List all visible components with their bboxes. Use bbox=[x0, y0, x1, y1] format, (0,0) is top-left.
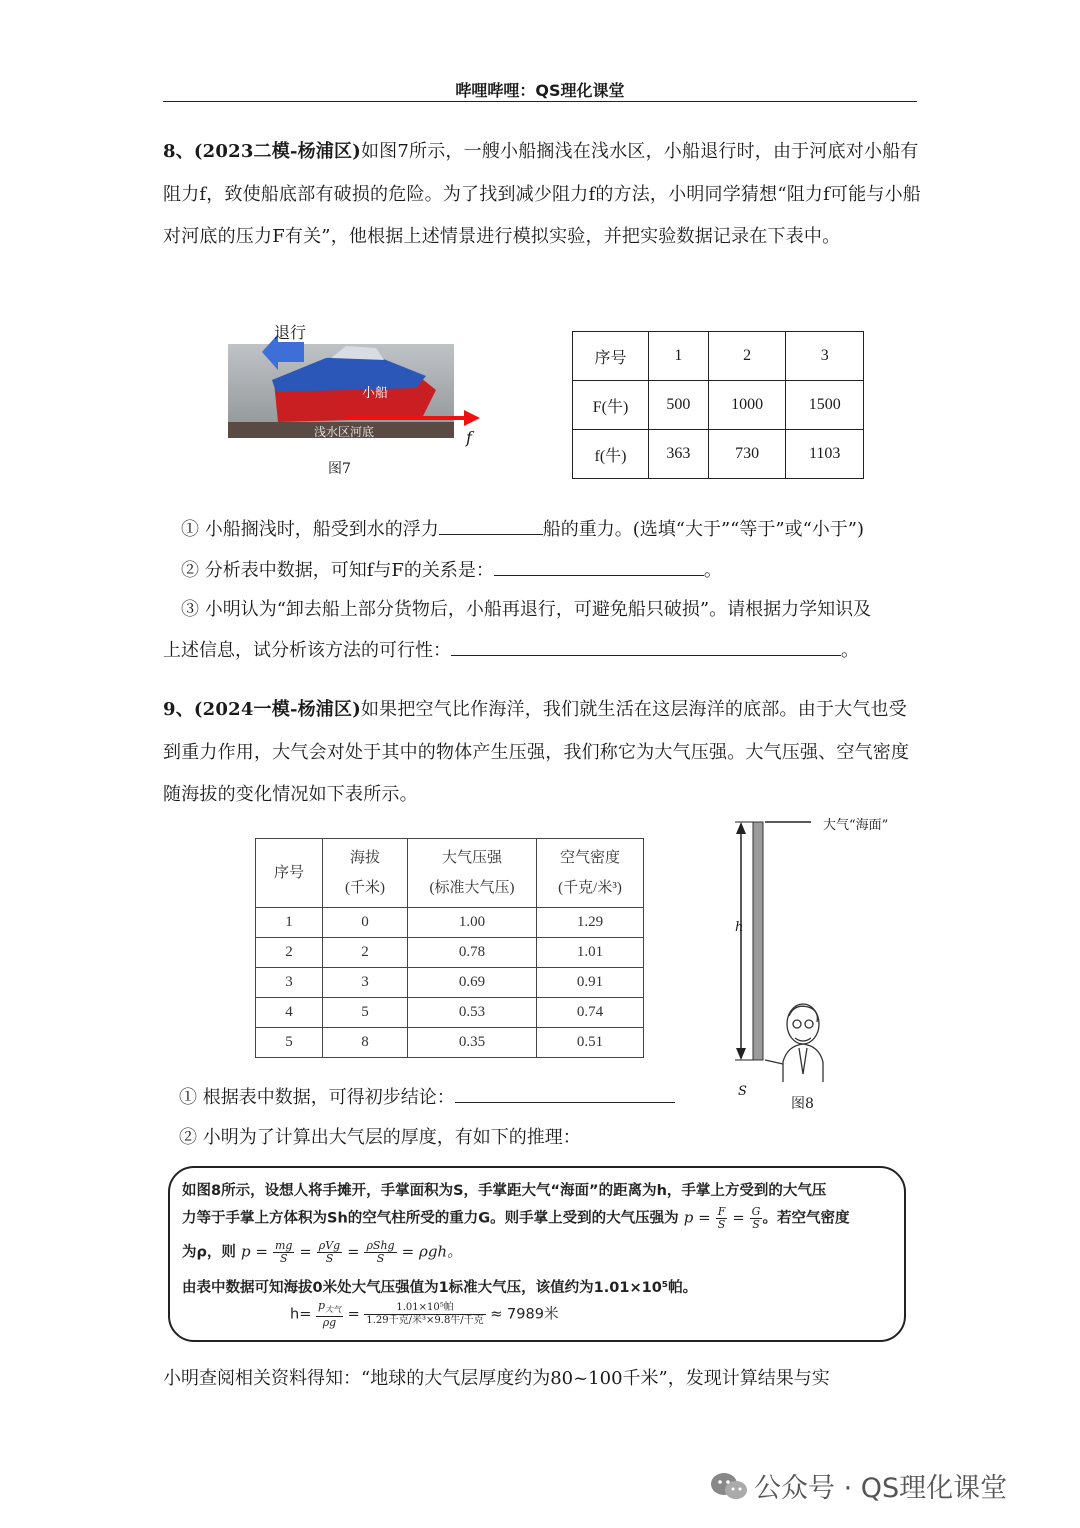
box-line-4: 由表中数据可知海拔0米处大气压强值为1标准大气压，该值约为1.01×10⁵帕。 bbox=[182, 1280, 698, 1296]
fraction-pvg-s bbox=[317, 1240, 342, 1265]
table-header-cell bbox=[537, 839, 644, 908]
box-line-2-text-b: 。若空气密度 bbox=[762, 1210, 850, 1227]
fraction-mg-s bbox=[273, 1240, 294, 1265]
header-text: 空气密度 bbox=[559, 850, 620, 866]
watermark bbox=[710, 1466, 1007, 1508]
q8-sub1-text-b: 船的重力。(选填“大于”“等于”或“小于”) bbox=[542, 519, 864, 540]
area-label: S bbox=[738, 1084, 747, 1099]
header-text: 大气压强 bbox=[441, 850, 502, 866]
q8-sub3-text-c: 。 bbox=[841, 640, 859, 661]
table-cell: 0.51 bbox=[537, 1028, 644, 1058]
figure-7-caption: 图7 bbox=[328, 461, 351, 477]
retreat-label: 退行 bbox=[274, 323, 307, 342]
retreat-arrow-shaft bbox=[274, 342, 304, 362]
fraction-value bbox=[364, 1302, 485, 1327]
equals-sign: = bbox=[347, 1306, 360, 1323]
table-cell: 1103 bbox=[786, 430, 864, 479]
table-cell: 2 bbox=[708, 332, 786, 381]
q9-sub1 bbox=[179, 1082, 675, 1109]
frac-num: 1.01×10⁵帕 bbox=[364, 1302, 485, 1315]
header-unit: (千克/米³) bbox=[558, 880, 622, 896]
q9-table bbox=[255, 838, 644, 1058]
table-cell: 730 bbox=[708, 430, 786, 479]
table-cell: 500 bbox=[649, 381, 709, 430]
q9-text: 如果把空气比作海洋，我们就生活在这层海洋的底部。由于大气也受到重力作用，大气会对处于其中的物体产生压强，我们称它为大气压强。大气压强、空气密度随海拔的变化情况如下表所示。 bbox=[163, 699, 910, 805]
equals-sign: = bbox=[299, 1244, 312, 1261]
header-unit: (标准大气压) bbox=[429, 880, 515, 896]
q8-sub3-text-b: 上述信息，试分析该方法的可行性： bbox=[163, 640, 451, 661]
height-arrow-bottom bbox=[736, 1048, 746, 1060]
wechat-icon bbox=[710, 1471, 748, 1508]
header-text: 海拔 bbox=[349, 850, 380, 866]
table-cell: 3 bbox=[786, 332, 864, 381]
friction-arrow-head bbox=[464, 410, 480, 426]
table-row bbox=[256, 998, 644, 1028]
q8-text: 如图7所示，一艘小船搁浅在浅水区，小船退行时，由于河底对小船有阻力f，致使船底部有破损的危险。为了找到减少阻力f的方法，小明同学猜想“阻力f可能与小船对河底的压力F有关”，他根据上述情景进行模拟实验，并把实验数据记录在下表中。 bbox=[163, 141, 921, 247]
q9-lead: 9、(2024一模-杨浦区) bbox=[163, 699, 361, 720]
frac-den: S bbox=[717, 1218, 726, 1231]
q8-sub1 bbox=[181, 514, 864, 541]
table-header-row bbox=[256, 839, 644, 908]
header-rule bbox=[163, 101, 917, 102]
table-row bbox=[573, 381, 864, 430]
q8-sub1-text-a: ① 小船搁浅时，船受到水的浮力 bbox=[181, 519, 439, 540]
table-cell: 5 bbox=[256, 1028, 323, 1058]
table-cell: 序号 bbox=[573, 332, 649, 381]
table-cell: 0 bbox=[323, 908, 408, 938]
table-cell: 1.00 bbox=[408, 908, 537, 938]
frac-num: ρVg bbox=[318, 1239, 341, 1252]
watermark-text: 公众号 · QS理化课堂 bbox=[754, 1473, 1008, 1504]
fraction-pshg-s bbox=[364, 1240, 396, 1265]
frac-den: S bbox=[279, 1252, 288, 1265]
frac-den: S bbox=[376, 1252, 385, 1265]
table-cell: 0.78 bbox=[408, 938, 537, 968]
sea-surface-label: 大气“海面” bbox=[823, 818, 889, 833]
equals-sign: = bbox=[347, 1244, 360, 1261]
table-row bbox=[573, 332, 864, 381]
table-cell: f(牛) bbox=[573, 430, 649, 479]
table-cell: 3 bbox=[323, 968, 408, 998]
equals-sign: = bbox=[732, 1210, 745, 1227]
frac-num: mg bbox=[274, 1239, 293, 1252]
wechat-icon-svg bbox=[710, 1471, 748, 1501]
figure-8-caption: 图8 bbox=[791, 1096, 814, 1112]
q8-table bbox=[572, 331, 864, 479]
table-cell: 0.69 bbox=[408, 968, 537, 998]
q9-paragraph bbox=[163, 689, 923, 819]
friction-label: f bbox=[466, 428, 472, 447]
frac-num: ρShg bbox=[366, 1239, 395, 1252]
table-cell: 363 bbox=[649, 430, 709, 479]
page-header: 哔哩哔哩：QS理化课堂 bbox=[455, 81, 625, 100]
boat-label: 小船 bbox=[362, 386, 389, 401]
figure-8-drawing bbox=[725, 812, 925, 1112]
table-cell: 2 bbox=[323, 938, 408, 968]
height-arrow-top bbox=[736, 822, 746, 834]
reasoning-box bbox=[168, 1166, 906, 1342]
fraction-g-s bbox=[750, 1206, 763, 1231]
q8-sub3-line1: ③ 小明认为“卸去船上部分货物后，小船再退行，可避免船只破损”。请根据力学知识及 bbox=[181, 599, 872, 620]
q9-sub1-text: ① 根据表中数据，可得初步结论： bbox=[179, 1087, 455, 1108]
table-cell: 2 bbox=[256, 938, 323, 968]
frac-den: 1.29千克/米³×9.8牛/千克 bbox=[366, 1315, 484, 1327]
q9-last-line: 小明查阅相关资料得知：“地球的大气层厚度约为80~100千米”，发现计算结果与实 bbox=[163, 1368, 830, 1389]
table-cell: F(牛) bbox=[573, 381, 649, 430]
table-row bbox=[573, 430, 864, 479]
frac-num: F bbox=[717, 1205, 726, 1218]
table-cell: 1500 bbox=[786, 381, 864, 430]
frac-den: ρg bbox=[322, 1316, 337, 1330]
frac-num: G bbox=[751, 1205, 761, 1218]
table-cell: 0.91 bbox=[537, 968, 644, 998]
figure-7 bbox=[226, 318, 486, 478]
q8-paragraph bbox=[163, 131, 923, 303]
height-label: h bbox=[735, 920, 744, 935]
box-line-3 bbox=[182, 1240, 462, 1265]
formula-p: p = bbox=[683, 1208, 711, 1227]
table-cell: 0.35 bbox=[408, 1028, 537, 1058]
table-cell: 1 bbox=[649, 332, 709, 381]
header-unit: (千米) bbox=[345, 880, 385, 896]
table-row bbox=[256, 908, 644, 938]
box-line-1: 如图8所示，设想人将手摊开，手掌面积为S，手掌距大气“海面”的距离为h，手掌上方受到的大气压 bbox=[182, 1183, 827, 1199]
table-row bbox=[256, 1028, 644, 1058]
table-cell: 3 bbox=[256, 968, 323, 998]
q8-sub2-text-a: ② 分析表中数据，可知f与F的关系是： bbox=[181, 560, 494, 581]
table-cell: 0.53 bbox=[408, 998, 537, 1028]
table-cell: 1000 bbox=[708, 381, 786, 430]
riverbed-label: 浅水区河底 bbox=[314, 425, 375, 439]
q8-sub2-text-b: 。 bbox=[703, 560, 722, 581]
air-column bbox=[753, 822, 763, 1060]
box-equation bbox=[290, 1300, 558, 1329]
q8-sub2 bbox=[181, 555, 722, 582]
header-text: 序号 bbox=[273, 865, 304, 881]
answer-blank-3[interactable] bbox=[451, 635, 841, 656]
q8-sub3-line2 bbox=[163, 635, 859, 662]
table-cell: 1 bbox=[256, 908, 323, 938]
fraction-p-rhog bbox=[316, 1300, 343, 1329]
formula-p2: p = bbox=[240, 1242, 268, 1261]
q9-sub2: ② 小明为了计算出大气层的厚度，有如下的推理： bbox=[179, 1127, 581, 1148]
table-header-cell bbox=[323, 839, 408, 908]
table-cell: 4 bbox=[256, 998, 323, 1028]
answer-blank-4[interactable] bbox=[455, 1082, 675, 1103]
eq-h: h= bbox=[290, 1306, 312, 1323]
table-header-cell bbox=[408, 839, 537, 908]
person-illustration bbox=[765, 1004, 823, 1082]
figure-8 bbox=[725, 812, 925, 1112]
eq-result: ≈ 7989米 bbox=[490, 1306, 559, 1323]
table-cell: 8 bbox=[323, 1028, 408, 1058]
q8-lead: 8、(2023二模-杨浦区) bbox=[163, 141, 361, 162]
answer-blank-2[interactable] bbox=[494, 555, 704, 576]
answer-blank-1[interactable] bbox=[439, 514, 543, 535]
fraction-f-s bbox=[716, 1206, 728, 1231]
table-row bbox=[256, 968, 644, 998]
table-row bbox=[256, 938, 644, 968]
box-line-2-text-a: 力等于手掌上方体积为Sh的空气柱所受的重力G。则手掌上受到的大气压强为 bbox=[182, 1210, 679, 1227]
frac-num: $p_{大气}$ bbox=[316, 1300, 343, 1317]
box-line-3-text: 为ρ，则 bbox=[182, 1244, 236, 1261]
table-cell: 1.01 bbox=[537, 938, 644, 968]
table-cell: 1.29 bbox=[537, 908, 644, 938]
figure-7-drawing bbox=[226, 318, 486, 478]
formula-pgh: = ρgh。 bbox=[401, 1242, 463, 1261]
box-line-2 bbox=[182, 1206, 849, 1231]
table-header-cell bbox=[256, 839, 323, 908]
table-cell: 0.74 bbox=[537, 998, 644, 1028]
table-cell: 5 bbox=[323, 998, 408, 1028]
frac-den: S bbox=[752, 1218, 760, 1231]
frac-den: S bbox=[325, 1252, 334, 1265]
